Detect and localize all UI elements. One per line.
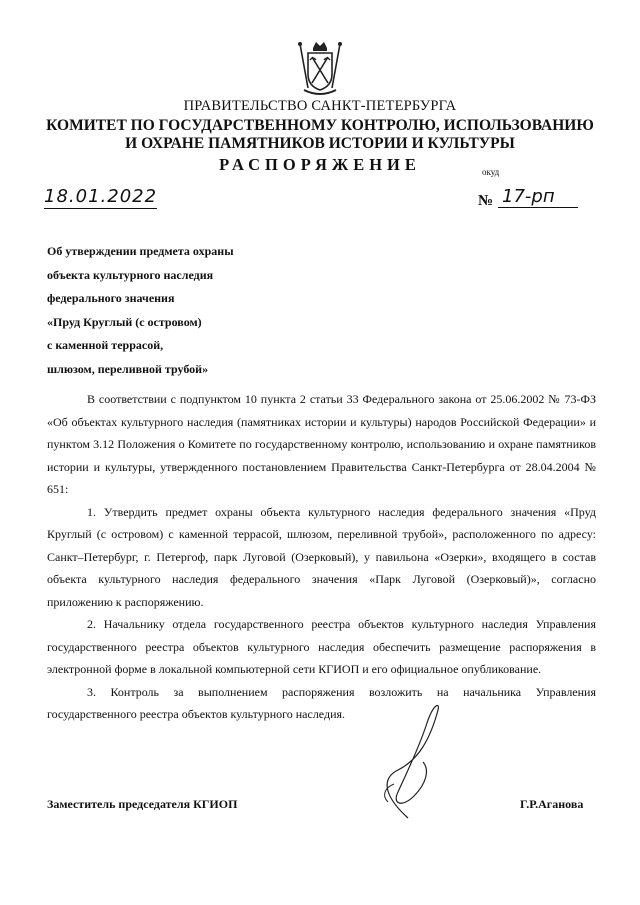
- order-item: 3. Контроль за выполнением распоряжения возложить на начальника Управления государственного реестра объектов культурного наследия.: [47, 684, 596, 721]
- subject-line: федерального значения: [47, 291, 175, 305]
- subject-line: объекта культурного наследия: [47, 267, 214, 282]
- document-body: [47, 388, 596, 726]
- number-label: №: [478, 193, 494, 209]
- subject-line: Об утверждении предмета охраны: [47, 244, 234, 258]
- document-type: РАСПОРЯЖЕНИЕ: [219, 155, 421, 174]
- signatory-name: Г.Р.Аганова: [520, 797, 584, 811]
- order-item: 2. Начальнику отдела государственного реестра объектов культурного наследия Управления государственного реестра объектов культурного наследия обеспечить размещение распоряжения в электронной форме в локальной компьютерной сети КГИОП и его официальное опубликование.: [47, 617, 596, 676]
- subject-line: с каменной террасой,: [47, 338, 164, 352]
- preamble-paragraph: В соответствии с подпунктом 10 пункта 2 статьи 33 Федерального закона от 25.06.2002 № 73-ФЗ «Об объектах культурного наследия (памятниках истории и культуры) народов Российской Федерации» и пунктом 3.12 Положения о Комитете по государственному контролю, использованию и охране памятников истории и культуры, утвержденного постановлением Правительства Санкт-Петербурга от 28.04.2004 № 651:: [47, 392, 596, 496]
- signatory-title: Заместитель председателя КГИОП: [47, 797, 238, 811]
- coat-of-arms-icon: [296, 38, 344, 100]
- okud-label: окуд: [482, 167, 500, 177]
- committee-name-line-1: КОМИТЕТ ПО ГОСУДАРСТВЕННОМУ КОНТРОЛЮ, ИСПОЛЬЗОВАНИЮ: [46, 117, 594, 134]
- document-subject: [47, 244, 234, 385]
- government-name: ПРАВИТЕЛЬСТВО САНКТ-ПЕТЕРБУРГА: [183, 98, 457, 114]
- order-item: 1. Утвердить предмет охраны объекта культурного наследия федерального значения «Пруд Круглый (с островом) с каменной террасой, шлюзом, переливной трубой», расположенного по адресу: Санкт–Петербург, г. Петергоф, парк Луговой (Озерковый), у павильона «Озерки», входящего в состав объекта культурного наследия федерального значения «Парк Луговой (Озерковый)», согласно приложению к распоряжению.: [47, 504, 596, 609]
- document-number: 17-рп: [498, 186, 578, 208]
- document-date: 18.01.2022: [44, 186, 158, 207]
- committee-name-line-2: И ОХРАНЕ ПАМЯТНИКОВ ИСТОРИИ И КУЛЬТУРЫ: [125, 135, 515, 152]
- handwritten-signature: [368, 700, 458, 820]
- subject-line: шлюзом, переливной трубой»: [47, 361, 209, 376]
- subject-line: «Пруд Круглый (с островом): [47, 314, 202, 329]
